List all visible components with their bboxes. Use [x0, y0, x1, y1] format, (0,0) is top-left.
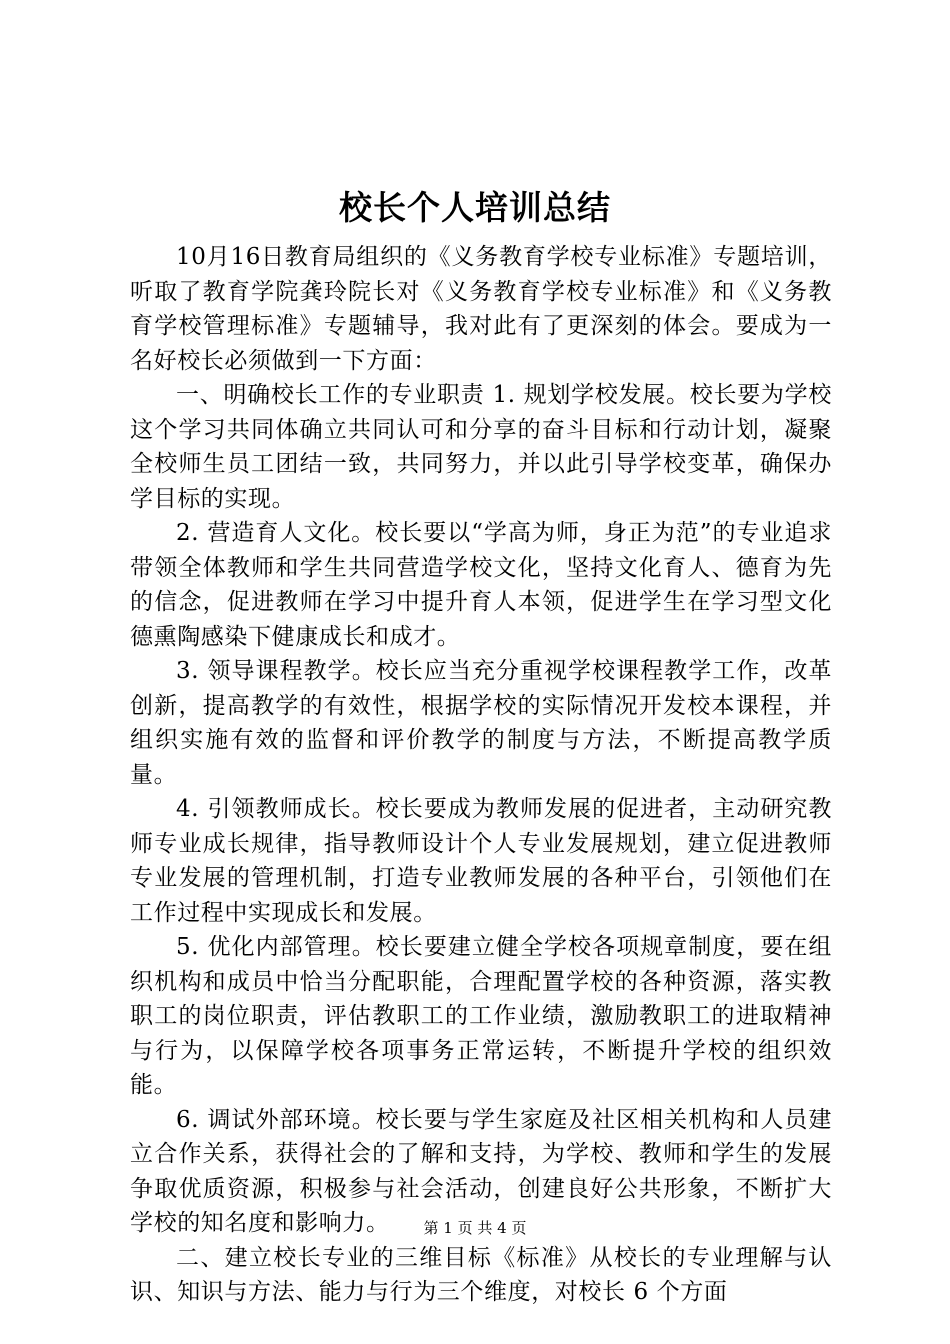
paragraph-section-one-plan: 一、明确校长工作的专业职责 1. 规划学校发展。校长要为学校这个学习共同体确立共同认可和分享的奋斗目标和行动计划，凝聚全校师生员工团结一致，共同努力，并以此引导学校变革，确保办学目标的实现。 — [130, 382, 832, 512]
paragraph-culture: 2. 营造育人文化。校长要以“学高为师，身正为范”的专业追求带领全体教师和学生共同营造学校文化，坚持文化育人、德育为先的信念，促进教师在学习中提升育人本领，促进学生在学习型文化德熏陶感染下健康成长和成才。 — [130, 520, 832, 650]
document-body — [130, 240, 832, 1310]
paragraph-internal-management: 5. 优化内部管理。校长要建立健全学校各项规章制度，要在组织机构和成员中恰当分配职能，合理配置学校的各种资源，落实教职工的岗位职责，评估教职工的工作业绩，激励教职工的进取精神与行为，以保障学校各项事务正常运转，不断提升学校的组织效能。 — [130, 934, 832, 1098]
document-title: 校长个人培训总结 — [339, 188, 611, 227]
paragraph-curriculum: 3. 领导课程教学。校长应当充分重视学校课程教学工作，改革创新，提高教学的有效性，根据学校的实际情况开发校本课程，并组织实施有效的监督和评价教学的制度与方法，不断提高教学质量。 — [130, 658, 832, 788]
page-footer: 第 1 页 共 4 页 — [423, 1219, 527, 1237]
paragraph-external-environment: 6. 调试外部环境。校长要与学生家庭及社区相关机构和人员建立合作关系，获得社会的了解和支持，为学校、教师和学生的发展争取优质资源，积极参与社会活动，创建良好公共形象，不断扩大学校的知名度和影响力。 — [130, 1106, 832, 1236]
paragraph-section-two: 二、建立校长专业的三维目标《标准》从校长的专业理解与认识、知识与方法、能力与行为三个维度，对校长 6 个方面 — [130, 1244, 832, 1305]
paragraph-teacher-growth: 4. 引领教师成长。校长要成为教师发展的促进者，主动研究教师专业成长规律，指导教师设计个人专业发展规划，建立促进教师专业发展的管理机制，打造专业教师发展的各种平台，引领他们在工作过程中实现成长和发展。 — [130, 796, 832, 926]
paragraph-intro: 10月16日教育局组织的《义务教育学校专业标准》专题培训，听取了教育学院龚玲院长对《义务教育学校专业标准》和《义务教育学校管理标准》专题辅导，我对此有了更深刻的体会。要成为一名好校长必须做到一下方面： — [130, 244, 832, 374]
